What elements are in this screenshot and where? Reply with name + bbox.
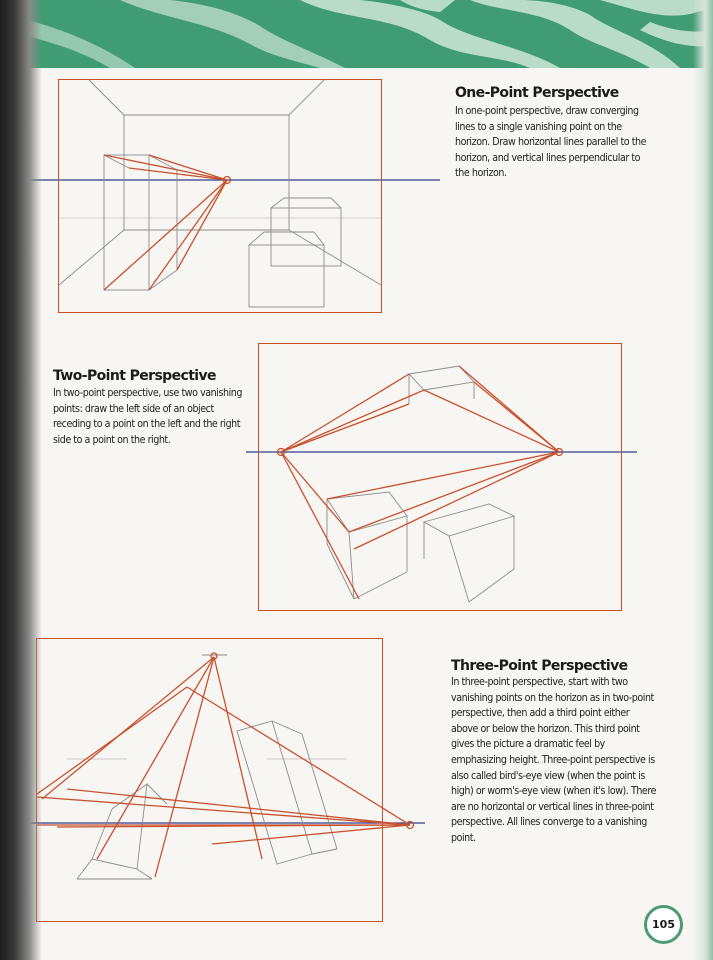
section-body-one-point: In one-point perspective, draw converging lines to a single vanishing point on the horizon. Draw horizontal lines parallel to the horizon, and vertical lines perpendicular to the horizon. (455, 105, 647, 180)
converging-lines (104, 155, 227, 290)
section-heading-two-point: Two-Point Perspective (53, 368, 216, 384)
two-point-illustration (258, 343, 622, 611)
section-body-two-point: In two-point perspective, use two vanishing points: draw the left side of an object receding to a point on the left and the right side to a point on the right. (53, 387, 242, 446)
converging-lines (281, 366, 559, 599)
section-heading-three-point: Three-Point Perspective (451, 658, 628, 674)
section-body-three-point: In three-point perspective, start with two vanishing points on the horizon as in two-point perspective, then add a third point either above or below the horizon. This third point gives the picture a dramatic feel by emphasizing height. Three-point perspective is also called bird's-eye view (when the point is high) or worm's-eye view (when it's low). There are no horizontal or vertical lines in three-point perspective. All lines converge to a vanishing point. (451, 676, 656, 844)
pencil-room-lines (59, 80, 381, 285)
page-number: 105 (644, 905, 683, 944)
three-point-illustration (36, 638, 383, 922)
converging-lines (37, 657, 410, 877)
one-point-drawing (59, 80, 381, 312)
book-spine-shadow (0, 0, 42, 960)
pencil-forms (67, 721, 347, 879)
pencil-boxes (104, 155, 341, 307)
two-point-drawing (259, 344, 621, 610)
pencil-boxes (327, 366, 514, 602)
three-point-drawing (37, 639, 382, 921)
one-point-illustration (58, 79, 382, 313)
page-edge (693, 0, 713, 960)
section-heading-one-point: One-Point Perspective (455, 85, 619, 101)
